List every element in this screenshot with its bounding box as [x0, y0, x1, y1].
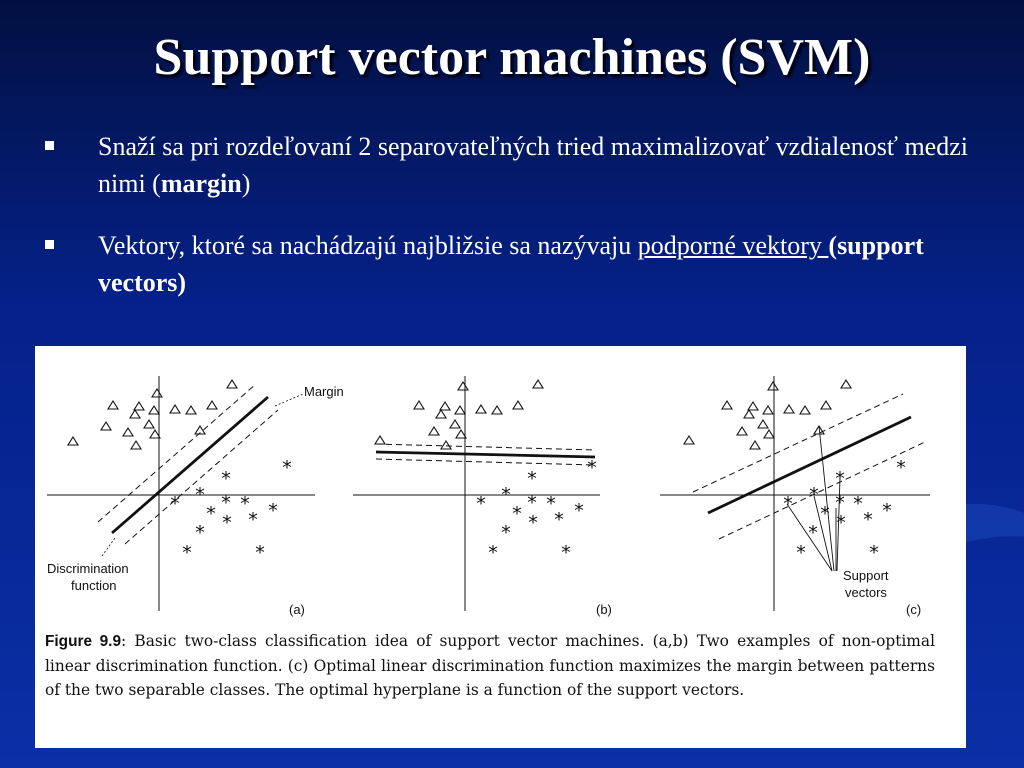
star-point: *	[783, 493, 793, 515]
support-vectors-label: Support	[843, 568, 889, 583]
star-point: *	[554, 509, 564, 531]
svm-diagram	[35, 346, 966, 626]
star-point: *	[587, 457, 597, 479]
panel-label-b: (b)	[596, 602, 612, 617]
bullet-bold-text: (support vectors)	[98, 231, 924, 297]
star-point: *	[501, 522, 511, 544]
triangle-icon	[763, 406, 773, 414]
star-point: *	[255, 542, 265, 564]
discrimination-pointer	[102, 538, 115, 556]
bullet-item-margin	[45, 128, 995, 202]
triangle-icon	[440, 402, 450, 410]
star-point: *	[268, 500, 278, 522]
star-point: *	[206, 503, 216, 525]
triangle-icon	[375, 436, 385, 444]
triangle-icon	[108, 401, 118, 409]
triangle-icon	[170, 405, 180, 413]
triangle-icon	[492, 406, 502, 414]
star-point: *	[195, 522, 205, 544]
margin-line	[376, 444, 595, 450]
triangle-icon	[800, 406, 810, 414]
margin-line	[376, 459, 595, 465]
star-point: *	[512, 503, 522, 525]
triangle-icon	[436, 410, 446, 418]
triangle-icon	[758, 420, 768, 428]
bullet-text-end: )	[241, 169, 251, 198]
triangle-icon	[414, 401, 424, 409]
star-point: *	[248, 509, 258, 531]
star-point: *	[835, 492, 845, 514]
triangle-icon	[131, 441, 141, 449]
triangle-icon	[152, 389, 162, 397]
square-bullet-icon	[45, 141, 54, 150]
triangle-icon	[750, 441, 760, 449]
triangle-icon	[149, 406, 159, 414]
triangle-icon	[684, 436, 694, 444]
triangle-icon	[101, 422, 111, 430]
margin-pointer	[275, 394, 303, 406]
triangle-icon	[130, 410, 140, 418]
star-point: *	[170, 493, 180, 515]
star-point: *	[527, 492, 537, 514]
panel-c	[660, 376, 930, 617]
figure-caption	[45, 629, 935, 702]
discrimination-label: Discrimination	[47, 561, 129, 576]
triangle-icon	[144, 420, 154, 428]
triangle-icon	[748, 402, 758, 410]
triangle-icon	[841, 380, 851, 388]
bullet-bold-text: margin	[160, 169, 242, 198]
star-point: *	[488, 542, 498, 564]
panel-b	[353, 376, 612, 617]
triangle-class-points	[68, 380, 237, 449]
figure-panel	[35, 346, 966, 748]
star-point: *	[808, 522, 818, 544]
triangle-icon	[455, 406, 465, 414]
triangle-icon	[123, 428, 133, 436]
bullet-list	[45, 128, 995, 326]
panel-label-c: (c)	[906, 602, 922, 617]
triangle-icon	[68, 437, 78, 445]
triangle-icon	[768, 382, 778, 390]
star-point: *	[836, 512, 846, 534]
star-point: *	[561, 542, 571, 564]
star-point: *	[820, 503, 830, 525]
triangle-class-points	[375, 380, 543, 449]
discrimination-line	[376, 452, 595, 457]
triangle-icon	[821, 401, 831, 409]
star-point: *	[863, 509, 873, 531]
star-class-points	[476, 457, 597, 564]
triangle-icon	[227, 380, 237, 388]
star-point: *	[195, 484, 205, 506]
star-point: *	[501, 484, 511, 506]
support-vectors-label: vectors	[845, 585, 887, 600]
triangle-icon	[134, 402, 144, 410]
triangle-icon	[722, 401, 732, 409]
bullet-underlined-link[interactable]: podporné vektory	[637, 231, 829, 260]
square-bullet-icon	[45, 240, 54, 249]
panel-label-a: (a)	[289, 602, 305, 617]
triangle-icon	[744, 410, 754, 418]
triangle-icon	[458, 382, 468, 390]
bullet-text: Vektory, ktoré sa nachádzajú najbližsie sa nazývaju	[98, 231, 638, 260]
star-point: *	[240, 493, 250, 515]
star-point: *	[222, 512, 232, 534]
triangle-icon	[476, 405, 486, 413]
star-class-points	[170, 457, 292, 564]
triangle-class-points	[684, 380, 851, 449]
triangle-icon	[429, 427, 439, 435]
triangle-icon	[207, 401, 217, 409]
caption-text: : Basic two-class classification idea of support vector machines. (a,b) Two examples of non-optimal linear discrimination function. (c) Optimal linear discrimination function maximizes the margin between patterns of the two separable classes. The optimal hyperplane is a function of the support vectors.	[45, 632, 935, 699]
star-point: *	[282, 457, 292, 479]
triangle-icon	[513, 401, 523, 409]
discrimination-label: function	[71, 578, 117, 593]
star-point: *	[527, 468, 537, 490]
star-point: *	[853, 493, 863, 515]
star-point: *	[182, 542, 192, 564]
star-point: *	[221, 492, 231, 514]
star-point: *	[835, 468, 845, 490]
bullet-text: Snaží sa pri rozdeľovaní 2 separovateľných tried maximalizovať vzdialenosť medzi nimi (	[98, 132, 968, 198]
star-point: *	[809, 484, 819, 506]
star-point: *	[221, 468, 231, 490]
triangle-icon	[737, 427, 747, 435]
star-class-points	[783, 457, 906, 564]
bullet-item-support-vectors	[45, 227, 995, 301]
triangle-icon	[186, 406, 196, 414]
panel-a	[47, 376, 344, 617]
star-point: *	[796, 542, 806, 564]
triangle-icon	[533, 380, 543, 388]
star-point: *	[869, 542, 879, 564]
triangle-icon	[784, 405, 794, 413]
star-point: *	[528, 512, 538, 534]
margin-label: Margin	[304, 384, 344, 399]
star-point: *	[476, 493, 486, 515]
caption-label: Figure 9.9	[45, 633, 122, 650]
star-point: *	[882, 500, 892, 522]
star-point: *	[896, 457, 906, 479]
triangle-icon	[764, 430, 774, 438]
slide-title: Support vector machines (SVM)	[153, 29, 871, 86]
triangle-icon	[450, 420, 460, 428]
star-point: *	[574, 500, 584, 522]
star-point: *	[546, 493, 556, 515]
triangle-icon	[441, 441, 451, 449]
